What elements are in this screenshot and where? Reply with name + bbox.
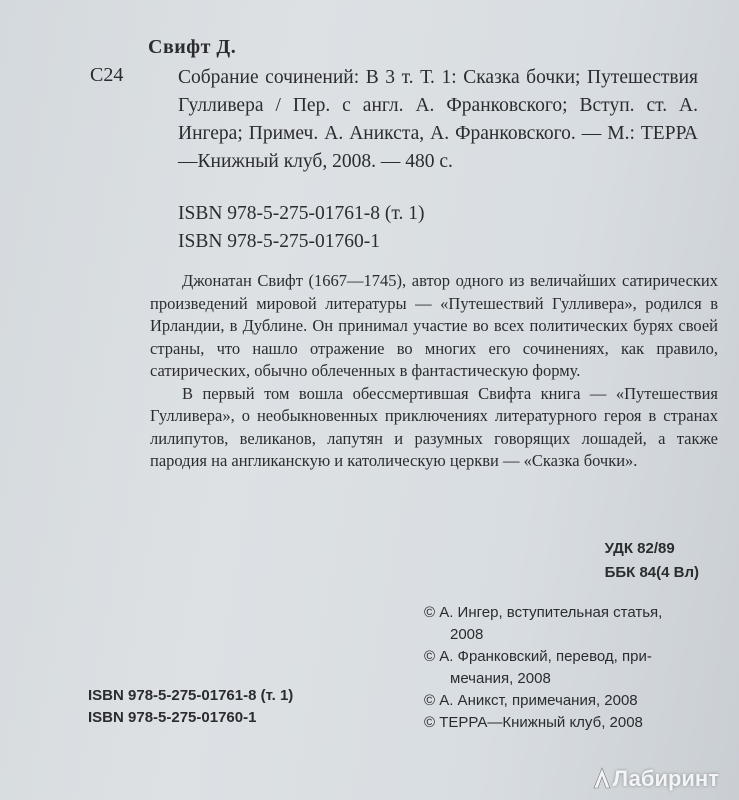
copyright-line: © ТЕРРА—Книжный клуб, 2008 (424, 714, 643, 731)
isbn-bottom-volume: ISBN 978-5-275-01761-8 (т. 1) (88, 687, 294, 704)
isbn-bottom-set: ISBN 978-5-275-01760-1 (88, 709, 257, 726)
copyright-line: © А. Франковский, перевод, при- (424, 648, 652, 665)
labyrinth-logo-icon (593, 767, 611, 789)
annotation-paragraph: В первый том вошла обессмертившая Свифта книга — «Путешествия Гулливера», о необыкновенных приключениях литературного героя в странах лилипутов, великанов, лапутян и разумных говорящих лошадей, а также пародия на англиканскую и католическую церкви — «Сказка бочки». (150, 383, 718, 470)
copyright-line: © А. Аникст, примечания, 2008 (424, 692, 638, 709)
isbn-bottom-block (88, 685, 293, 729)
classification-codes (605, 537, 699, 585)
bbk-code: ББК 84(4 Вл) (604, 564, 699, 581)
copyright-line: © А. Ингер, вступительная статья, (424, 604, 663, 621)
annotation-paragraph: Джонатан Свифт (1667—1745), автор одного из величайших сатирических произведений мировой литературы — «Путешествий Гулливера», родился в Ирландии, в Дублине. Он принимал участие во всех политических бурях своей страны, что нашло отражение во многих его сочинениях, как правило, сатирических, обычно облеченных в фантастическую форму. (150, 271, 718, 380)
annotation (150, 270, 718, 473)
isbn-set: ISBN 978-5-275-01760-1 (178, 231, 381, 252)
copyright-line-continued: мечания, 2008 (450, 670, 551, 687)
watermark (593, 766, 719, 792)
watermark-text: Лабиринт (612, 766, 719, 791)
isbn-block (178, 200, 424, 256)
bibliographic-description: Собрание сочинений: В 3 т. Т. 1: Сказка бочки; Путешествия Гулливера / Пер. с англ. А. Франковского; Вступ. ст. А. Ингера; Примеч. А. Аникста, А. Франковского. — М.: ТЕРРА—Книжный клуб, 2008. — 480 с. (178, 67, 698, 172)
copyright-list (424, 602, 724, 734)
udk-code: УДК 82/89 (604, 540, 675, 557)
author-code: С24 (90, 64, 124, 86)
copyright-line-continued: 2008 (450, 626, 484, 643)
author-name: Свифт Д. (148, 36, 237, 58)
isbn-volume: ISBN 978-5-275-01761-8 (т. 1) (178, 203, 425, 224)
